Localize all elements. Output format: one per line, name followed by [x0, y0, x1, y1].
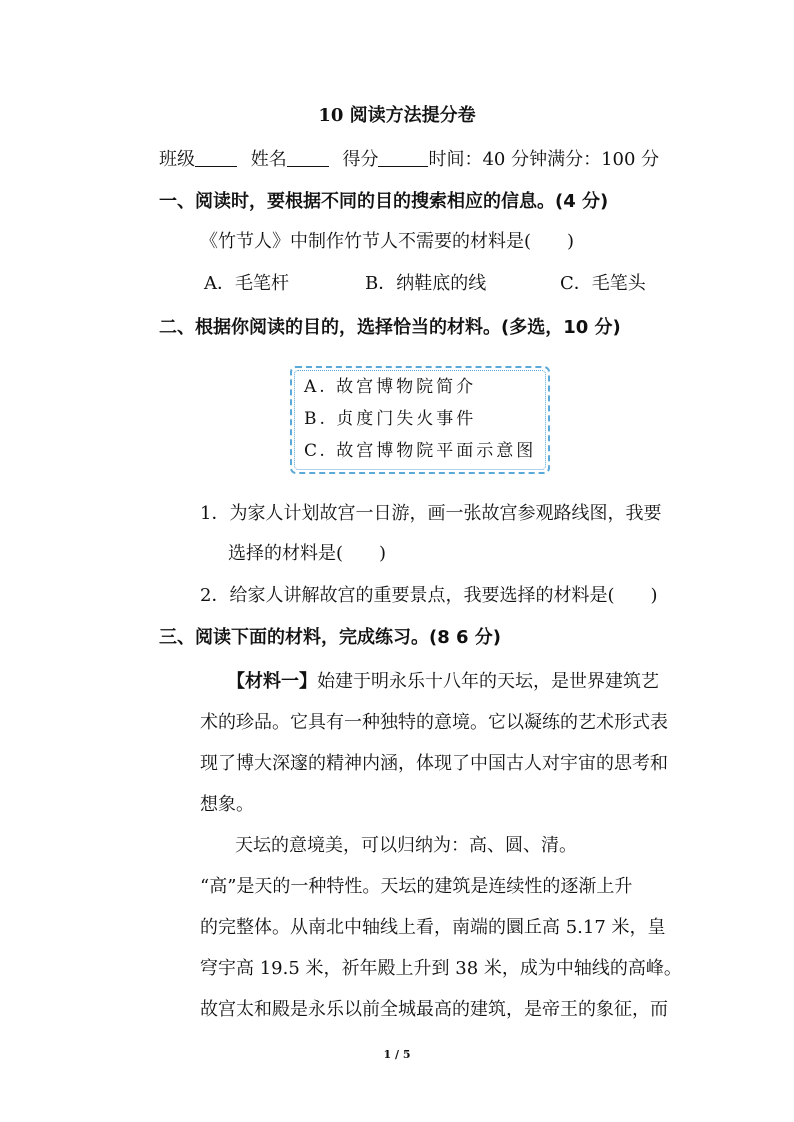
page-title: 10 阅读方法提分卷 [318, 105, 476, 126]
material-one-label: 【材料一】 [227, 671, 317, 692]
section2-q2: 2．给家人讲解故宫的重要景点，我要选择的材料是( ) [200, 585, 658, 606]
materials-box [290, 366, 550, 474]
section2-heading: 二、根据你阅读的目的，选择恰当的材料。(多选，10 分) [159, 317, 621, 338]
p1-line1-text: 始建于明永乐十八年的天坛，是世界建筑艺 [317, 671, 659, 692]
section1-option-b: B．纳鞋底的线 [365, 273, 487, 294]
section3-p3-line3: 穹宇高 19.5 米，祈年殿上升到 38 米，成为中轴线的高峰。 [200, 958, 682, 979]
section2-q1-line2: 选择的材料是( ) [228, 543, 387, 564]
class-blank[interactable] [195, 150, 237, 167]
section3-p3-line4: 故宫太和殿是永乐以前全城最高的建筑，是帝王的象征，而 [200, 999, 668, 1020]
student-info-row [159, 148, 659, 172]
name-label: 姓名 [250, 149, 287, 170]
section1-option-a: A．毛笔杆 [204, 273, 289, 294]
section1-option-c: C．毛笔头 [560, 273, 646, 294]
section3-p3-line1: “高”是天的一种特性。天坛的建筑是连续性的逐渐上升 [200, 876, 633, 897]
section1-heading: 一、阅读时，要根据不同的目的搜索相应的信息。(4 分) [159, 191, 609, 212]
material-option-c: C. 故宫博物院平面示意图 [304, 441, 537, 461]
section3-heading: 三、阅读下面的材料，完成练习。(8 6 分) [159, 627, 502, 648]
time-info: 时间：40 分钟满分：100 分 [428, 149, 660, 170]
section3-p3-line2: 的完整体。从南北中轴线上看，南端的圜丘高 5.17 米，皇 [200, 917, 666, 938]
score-blank[interactable] [378, 150, 428, 167]
section2-q1-line1: 1．为家人计划故宫一日游，画一张故宫参观路线图，我要 [200, 503, 662, 524]
name-blank[interactable] [287, 150, 329, 167]
section3-p2: 天坛的意境美，可以归纳为：高、圆、清。 [235, 835, 577, 856]
material-option-a: A. 故宫博物院简介 [304, 377, 477, 397]
class-label: 班级 [159, 149, 195, 170]
section3-p1-line1 [227, 670, 659, 694]
score-label: 得分 [342, 149, 379, 170]
page-number: 1 / 5 [383, 1048, 411, 1061]
material-option-b: B. 贞度门失火事件 [304, 409, 477, 429]
section1-question: 《竹节人》中制作竹节人不需要的材料是( ) [200, 231, 575, 252]
section3-p1-line4: 想象。 [200, 794, 254, 815]
section3-p1-line3: 现了博大深邃的精神内涵，体现了中国古人对宇宙的思考和 [200, 753, 668, 774]
section3-p1-line2: 术的珍品。它具有一种独特的意境。它以凝练的艺术形式表 [200, 712, 668, 733]
